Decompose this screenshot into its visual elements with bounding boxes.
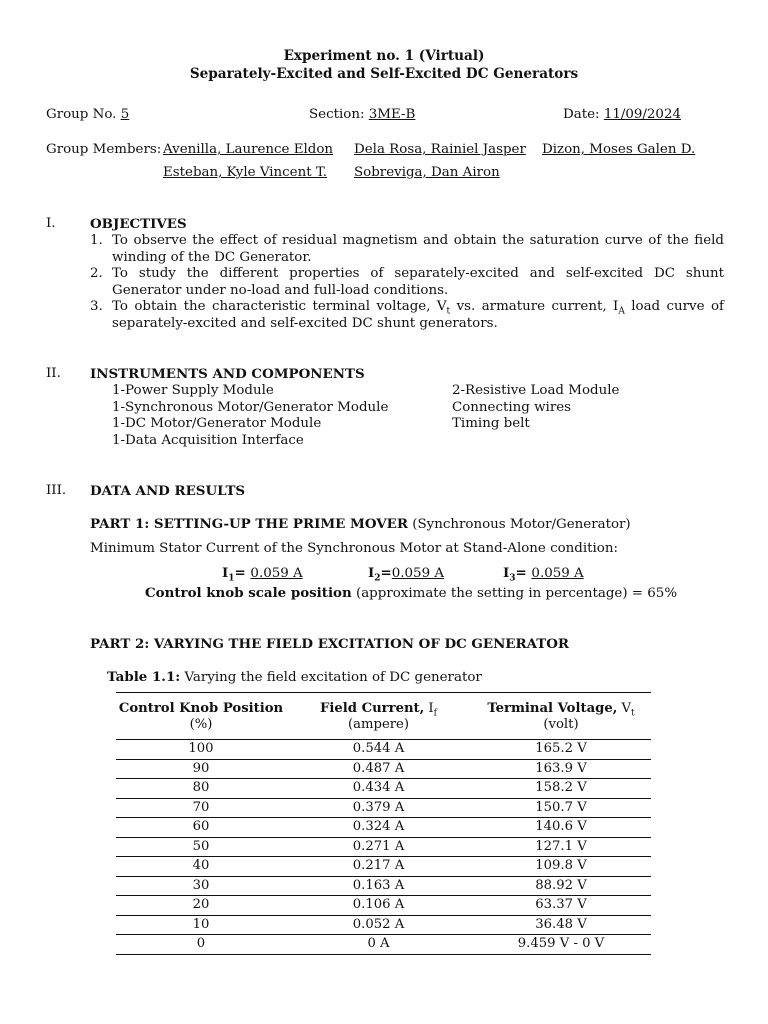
instruments-numeral: II.: [46, 366, 61, 381]
cell-terminal-voltage: 140.6 V: [471, 818, 651, 838]
date-value: 11/09/2024: [603, 107, 681, 122]
cell-field-current: 0.544 A: [286, 740, 471, 760]
objective-2: [90, 266, 724, 299]
table-caption: Table 1.1: Varying the field excitation of DC generator: [107, 669, 482, 685]
cell-field-current: 0 A: [286, 935, 471, 955]
instrument-left-1: 1-Power Supply Module: [112, 383, 274, 398]
group-label: Group No.: [46, 107, 117, 122]
table-row: [116, 857, 651, 877]
objective-2-num: 2.: [90, 266, 103, 281]
objective-3-num: 3.: [90, 299, 103, 314]
table-row: [116, 759, 651, 779]
cell-terminal-voltage: 150.7 V: [471, 798, 651, 818]
objective-3: [90, 299, 724, 332]
table-row: [116, 837, 651, 857]
section-value: 3ME-B: [368, 107, 416, 122]
cell-knob: 20: [116, 896, 286, 916]
title-line1: Experiment no. 1 (Virtual): [283, 48, 485, 64]
table-row: [116, 779, 651, 799]
objective-3-text: To obtain the characteristic terminal voltage, $V_t$ vs. armature current, $I_A$ load curve of separately-excited and self-excited DC shunt generators.: [112, 299, 724, 331]
cell-field-current: 0.163 A: [286, 876, 471, 896]
cell-field-current: 0.434 A: [286, 779, 471, 799]
date: [563, 107, 681, 122]
cell-field-current: 0.379 A: [286, 798, 471, 818]
cell-field-current: 0.271 A: [286, 837, 471, 857]
data-numeral: III.: [46, 483, 67, 498]
cell-knob: 70: [116, 798, 286, 818]
cell-knob: 0: [116, 935, 286, 955]
header-terminal-voltage: Terminal Voltage, $V_t$ (volt): [471, 693, 651, 740]
table-row: [116, 896, 651, 916]
cell-knob: 80: [116, 779, 286, 799]
date-label: Date:: [563, 107, 600, 122]
objective-1-num: 1.: [90, 233, 103, 248]
objective-2-text: To study the different properties of separately-excited and self-excited DC shunt Generator under no-load and full-load conditions.: [112, 266, 724, 298]
cell-knob: 40: [116, 857, 286, 877]
member-5: Sobreviga, Dan Airon: [354, 165, 500, 180]
cell-terminal-voltage: 36.48 V: [471, 915, 651, 935]
cell-knob: 100: [116, 740, 286, 760]
cell-terminal-voltage: 158.2 V: [471, 779, 651, 799]
cell-terminal-voltage: 127.1 V: [471, 837, 651, 857]
table-row: [116, 915, 651, 935]
instrument-left-3: 1-DC Motor/Generator Module: [112, 416, 322, 431]
min-current-text: Minimum Stator Current of the Synchronous Motor at Stand-Alone condition:: [90, 541, 618, 556]
group-number: [46, 107, 129, 122]
instrument-right-2: Connecting wires: [452, 400, 572, 415]
cell-knob: 60: [116, 818, 286, 838]
part2-heading: PART 2: VARYING THE FIELD EXCITATION OF DC GENERATOR: [90, 636, 570, 652]
cell-terminal-voltage: 63.37 V: [471, 896, 651, 916]
instrument-left-4: 1-Data Acquisition Interface: [112, 433, 304, 448]
instrument-right-1: 2-Resistive Load Module: [452, 383, 620, 398]
group-value: 5: [120, 107, 130, 122]
excitation-table: [116, 692, 651, 955]
member-4: Esteban, Kyle Vincent T.: [163, 165, 328, 180]
member-2: Dela Rosa, Rainiel Jasper: [354, 142, 526, 157]
cell-field-current: 0.052 A: [286, 915, 471, 935]
member-1: Avenilla, Laurence Eldon: [163, 142, 334, 157]
members-label: Group Members:: [46, 142, 162, 157]
objective-1: [90, 233, 724, 266]
objectives-heading: OBJECTIVES: [90, 216, 187, 232]
header-field-current: Field Current, $I_f$ (ampere): [286, 693, 471, 740]
cell-terminal-voltage: 163.9 V: [471, 759, 651, 779]
cell-terminal-voltage: 165.2 V: [471, 740, 651, 760]
header-knob: Control Knob Position (%): [116, 693, 286, 740]
cell-knob: 30: [116, 876, 286, 896]
cell-field-current: 0.487 A: [286, 759, 471, 779]
section-label: Section:: [309, 107, 365, 122]
part1-heading: PART 1: SETTING-UP THE PRIME MOVER (Synchronous Motor/Generator): [90, 516, 631, 532]
member-3: Dizon, Moses Galen D.: [542, 142, 696, 157]
cell-knob: 50: [116, 837, 286, 857]
objective-1-text: To observe the effect of residual magnetism and obtain the saturation curve of the field winding of the DC Generator.: [112, 233, 724, 265]
cell-field-current: 0.106 A: [286, 896, 471, 916]
data-heading: DATA AND RESULTS: [90, 483, 246, 499]
cell-terminal-voltage: 88.92 V: [471, 876, 651, 896]
instrument-left-2: 1-Synchronous Motor/Generator Module: [112, 400, 389, 415]
objectives-numeral: I.: [46, 216, 56, 231]
table-row: [116, 818, 651, 838]
table-row: [116, 740, 651, 760]
instrument-right-3: Timing belt: [452, 416, 530, 431]
i1-value: $I_1= 0.059$ A: [222, 565, 303, 584]
cell-knob: 90: [116, 759, 286, 779]
cell-terminal-voltage: 109.8 V: [471, 857, 651, 877]
cell-field-current: 0.217 A: [286, 857, 471, 877]
table-row: [116, 935, 651, 955]
cell-knob: 10: [116, 915, 286, 935]
cell-terminal-voltage: 9.459 V - 0 V: [471, 935, 651, 955]
table-body: [116, 740, 651, 955]
knob-position: Control knob scale position (approximate the setting in percentage) = 65%: [145, 585, 678, 601]
table-row: [116, 876, 651, 896]
cell-field-current: 0.324 A: [286, 818, 471, 838]
i2-value: $I_2=0.059$ A: [368, 565, 445, 584]
section: [309, 107, 415, 122]
title-line2: Separately-Excited and Self-Excited DC Generators: [189, 66, 579, 82]
instruments-heading: INSTRUMENTS AND COMPONENTS: [90, 366, 365, 382]
i3-value: $I_3= 0.059$ A: [503, 565, 584, 584]
table-row: [116, 798, 651, 818]
